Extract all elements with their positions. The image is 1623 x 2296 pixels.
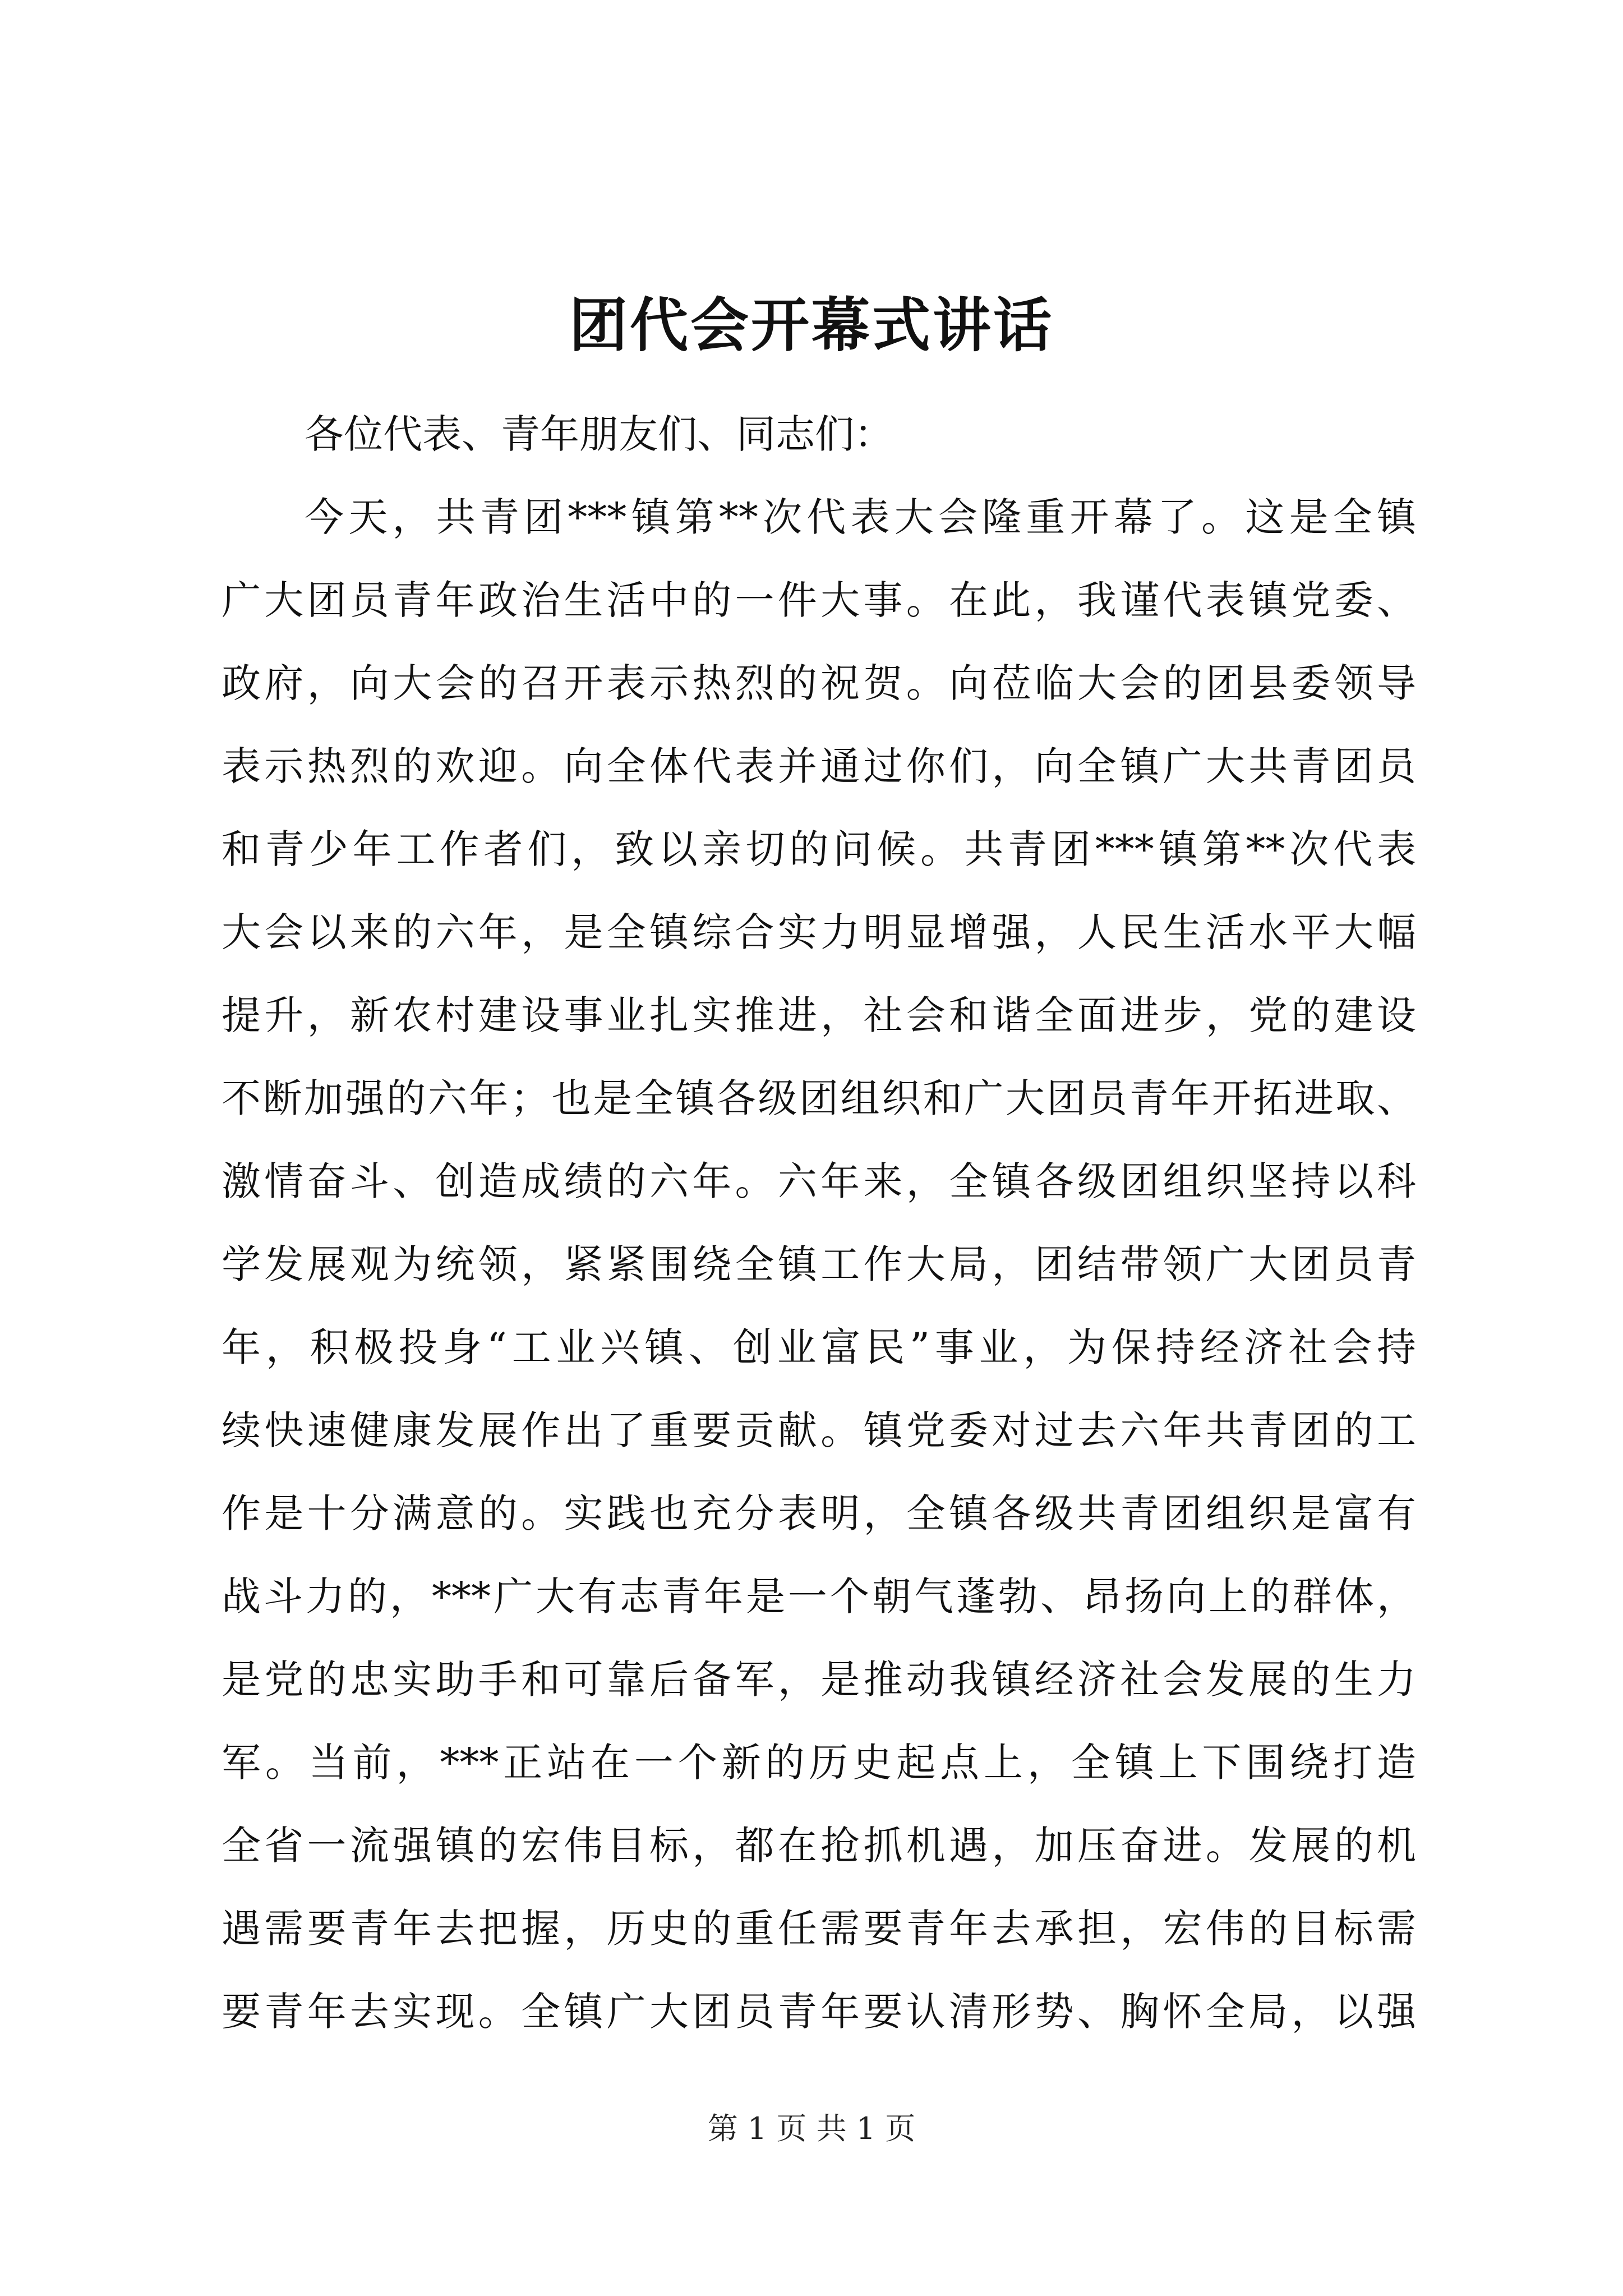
paragraph-line: 今天，共青团***镇第**次代表大会隆重开幕了。这是全镇 bbox=[305, 494, 1416, 540]
page-footer: 第 1 页 共 1 页 bbox=[707, 2111, 916, 2146]
paragraph-line: 要青年去实现。全镇广大团员青年要认清形势、胸怀全局，以强 bbox=[222, 1989, 1416, 2035]
greeting-line: 各位代表、青年朋友们、同志们： bbox=[305, 411, 893, 457]
paragraph-line: 广大团员青年政治生活中的一件大事。在此，我谨代表镇党委、 bbox=[222, 577, 1416, 623]
paragraph-line: 大会以来的六年，是全镇综合实力明显增强，人民生活水平大幅 bbox=[222, 909, 1416, 955]
paragraph-line: 作是十分满意的。实践也充分表明，全镇各级共青团组织是富有 bbox=[222, 1490, 1416, 1536]
paragraph-line: 军。当前，***正站在一个新的历史起点上，全镇上下围绕打造 bbox=[222, 1740, 1416, 1786]
paragraph-line: 政府，向大会的召开表示热烈的祝贺。向莅临大会的团县委领导 bbox=[222, 660, 1416, 706]
paragraph-line: 学发展观为统领，紧紧围绕全镇工作大局，团结带领广大团员青 bbox=[222, 1241, 1416, 1287]
paragraph-line: 战斗力的，***广大有志青年是一个朝气蓬勃、昂扬向上的群体， bbox=[222, 1573, 1416, 1619]
paragraph-line: 表示热烈的欢迎。向全体代表并通过你们，向全镇广大共青团员 bbox=[222, 743, 1416, 789]
paragraph-line: 是党的忠实助手和可靠后备军，是推动我镇经济社会发展的生力 bbox=[222, 1657, 1416, 1703]
paragraph-line: 激情奋斗、创造成绩的六年。六年来，全镇各级团组织坚持以科 bbox=[222, 1158, 1416, 1204]
paragraph-line: 遇需要青年去把握，历史的重任需要青年去承担，宏伟的目标需 bbox=[222, 1906, 1416, 1952]
paragraph-line: 提升，新农村建设事业扎实推进，社会和谐全面进步，党的建设 bbox=[222, 992, 1416, 1038]
paragraph-line: 不断加强的六年；也是全镇各级团组织和广大团员青年开拓进取、 bbox=[222, 1075, 1416, 1121]
paragraph-line: 续快速健康发展作出了重要贡献。镇党委对过去六年共青团的工 bbox=[222, 1407, 1416, 1453]
document-body bbox=[222, 393, 1416, 2053]
paragraph-line: 年，积极投身“工业兴镇、创业富民”事业，为保持经济社会持 bbox=[222, 1324, 1416, 1370]
document-title: 团代会开幕式讲话 bbox=[569, 291, 1054, 360]
paragraph-line: 和青少年工作者们，致以亲切的问候。共青团***镇第**次代表 bbox=[222, 826, 1416, 872]
paragraph-line: 全省一流强镇的宏伟目标，都在抢抓机遇，加压奋进。发展的机 bbox=[222, 1823, 1416, 1869]
